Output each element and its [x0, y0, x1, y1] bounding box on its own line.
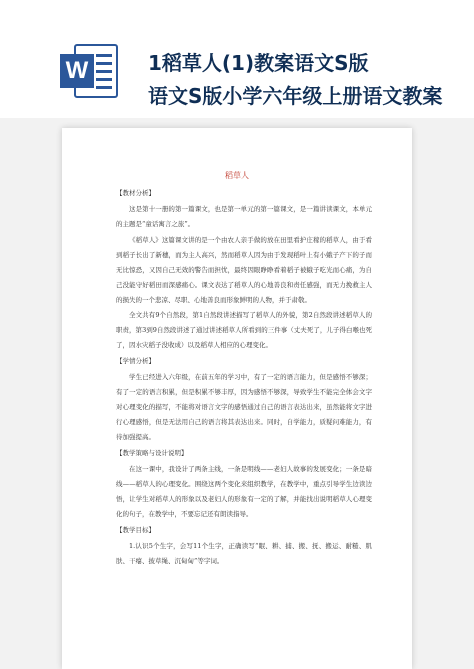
word-document-icon [60, 40, 124, 102]
paragraph: 在这一课中，我设计了两条主线，一条是明线——老妇人故事的发展变化；一条是暗线——稻草人的心理变化。围绕这两个变化来组织教学，在教学中，重点引导学生边读边悟，让学生对稻草人的形象以及老妇人的形象有一定的了解，并能找出说明稻草人心理变化的句子，在教学中，不要忘记还有朗读指导。 [116, 465, 372, 518]
page-title-line-2: 语文S版小学六年级上册语文教案 [148, 84, 443, 108]
page-title-line-1: 1稻草人(1)教案语文S版 [148, 51, 369, 75]
paragraph: 全文共有9个自然段，第1自然段讲述描写了稻草人的外貌，第2自然段讲述稻草人的职责，第3到9自然段讲述了通过讲述稻草人所看到的三件事（丈夫死了，儿子得白喉也死了，因水灾稻子没收成）以及稻草人相应的心理变化。 [116, 311, 372, 349]
section-heading-teaching-strategy: 【教学策略与设计说明】 [116, 449, 188, 457]
section-heading-teaching-objectives: 【教学目标】 [116, 526, 155, 534]
paragraph: 《稻草人》这篇课文讲的是一个由农人亲手做的放在田里看护庄稼的稻草人，由于看到稻子长出了新穗，而为主人高兴，然而稻草人因为由于发现稻叶上有小蛾子产下的子而无比惊恐，又因自己无效的警告而担忧，最终因眼睁睁看着稻子被蛾子吃光而心痛，为自己没能守好稻田而深感痛心。课文表达了稻草人的心地善良和责任感强，而无力挽救主人的损失的一个悲凉、尽职、心地善良而形象鲜明的人物，并于肃敬。 [116, 236, 372, 304]
document-title: 稻草人 [225, 171, 249, 180]
section-heading-textbook-analysis: 【教材分析】 [116, 189, 155, 197]
paragraph: 学生已经进入六年级，在前五年的学习中，有了一定的语言能力，但是感悟不够深；有了一定的语言积累，但是积累不够丰厚，因为感悟不够深，导致学生不能完全体会文字对心理变化的描写，不能将对语言文字的感悟通过自己的语言表达出来，虽然能将文字进行心理感悟，但是无法用自己的语言将其表达出来。同时，自学能力，质疑问难能力，有待加强提高。 [116, 373, 372, 441]
paragraph: 这是第十一册的第一篇课文，也是第一单元的第一篇课文，是一篇讲读课文，本单元的主题是“童话寓言之旅”。 [116, 205, 372, 228]
paragraph: 1.认识5个生字，会写11个生字，正确读写“眠、耕、捕、搬、抚、搬运、耐糙、肌肤、干瘪、披草绳、沉甸甸”等字词。 [116, 542, 372, 565]
section-heading-student-analysis: 【学情分析】 [116, 357, 155, 365]
header-banner [0, 0, 474, 118]
word-letter-badge: W [60, 54, 94, 88]
document-page [62, 128, 412, 669]
